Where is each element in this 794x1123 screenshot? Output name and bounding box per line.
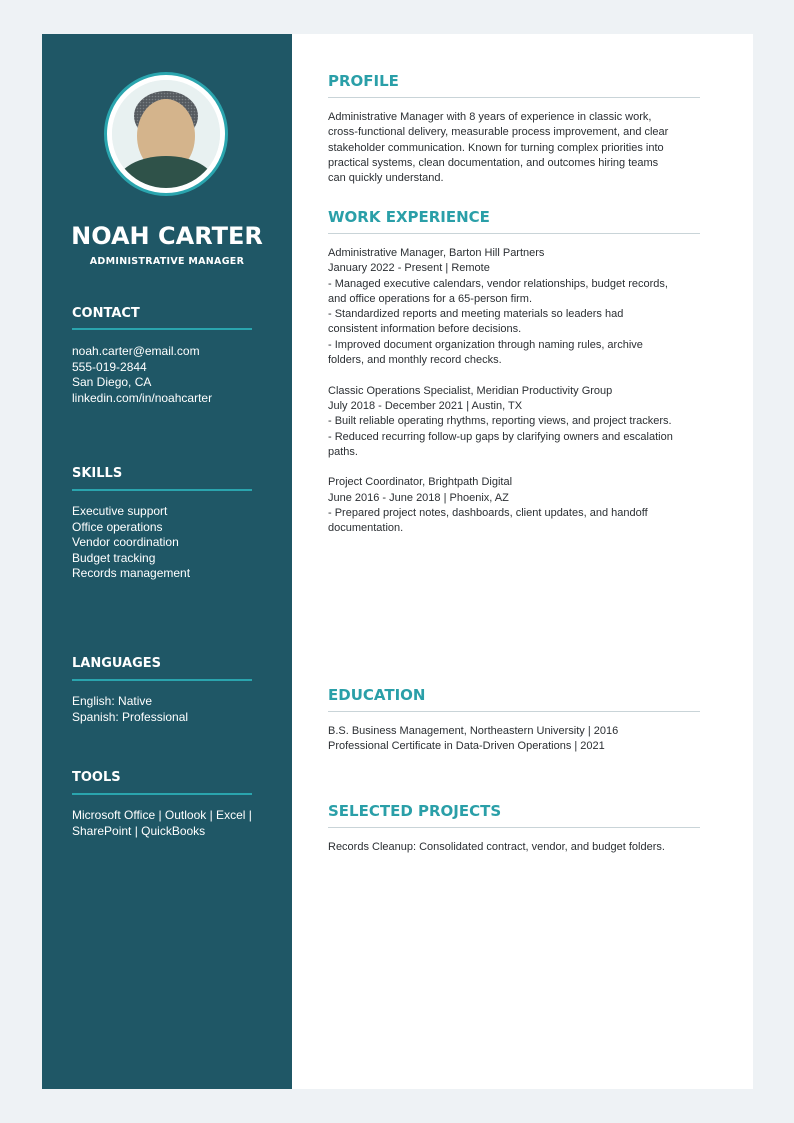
person-icon bbox=[112, 80, 220, 188]
languages-list bbox=[72, 694, 267, 725]
project-item: Records Cleanup: Consolidated contract, vendor, and budget folders. bbox=[328, 841, 665, 853]
experience-list bbox=[328, 246, 700, 552]
job-entry bbox=[328, 384, 700, 460]
experience-heading: WORK EXPERIENCE bbox=[328, 208, 490, 226]
skill-item: Executive support bbox=[72, 504, 168, 518]
profile-line: practical systems, clean documentation, and outcomes hiring teams bbox=[328, 156, 659, 169]
skill-item: Records management bbox=[72, 566, 191, 580]
projects-heading: SELECTED PROJECTS bbox=[328, 802, 502, 820]
profile-summary bbox=[328, 110, 700, 186]
job-bullet: - Prepared project notes, dashboards, client updates, and handoff bbox=[328, 507, 648, 520]
projects-list bbox=[328, 840, 700, 855]
languages-heading: LANGUAGES bbox=[72, 656, 162, 671]
resume-page bbox=[42, 34, 753, 1089]
skills-heading: SKILLS bbox=[72, 466, 123, 481]
profile-line: can quickly understand. bbox=[328, 172, 444, 185]
contact-list bbox=[72, 344, 267, 406]
projects-divider bbox=[328, 827, 700, 828]
skill-item: Vendor coordination bbox=[72, 535, 179, 549]
job-dates: January 2022 - Present | Remote bbox=[328, 262, 490, 275]
job-title: Administrative Manager, Barton Hill Partners bbox=[328, 247, 545, 259]
sidebar bbox=[42, 34, 292, 1089]
job-bullet: and office operations for a 65-person firm. bbox=[328, 292, 533, 305]
profile-line: Administrative Manager with 8 years of experience in classic work, bbox=[328, 111, 652, 123]
job-bullet: documentation. bbox=[328, 522, 404, 535]
job-title: Project Coordinator, Brightpath Digital bbox=[328, 476, 513, 489]
tools-line: SharePoint | QuickBooks bbox=[72, 823, 206, 838]
skill-item: Budget tracking bbox=[72, 550, 156, 565]
language-item: English: Native bbox=[72, 694, 153, 708]
contact-heading: CONTACT bbox=[72, 306, 140, 321]
skills-list bbox=[72, 504, 267, 582]
tools-divider bbox=[72, 793, 252, 795]
job-bullet: - Built reliable operating rhythms, reporting views, and project trackers. bbox=[328, 415, 672, 428]
job-bullet: - Managed executive calendars, vendor relationships, budget records, bbox=[328, 277, 668, 290]
job-entry bbox=[328, 475, 700, 536]
candidate-name: NOAH CARTER bbox=[71, 222, 263, 250]
job-bullet: - Reduced recurring follow-up gaps by clarifying owners and escalation bbox=[328, 430, 673, 443]
experience-divider bbox=[328, 233, 700, 234]
job-bullet: - Improved document organization through naming rules, archive bbox=[328, 338, 643, 351]
job-entry bbox=[328, 246, 700, 368]
language-item: Spanish: Professional bbox=[72, 709, 189, 724]
education-heading: EDUCATION bbox=[328, 686, 426, 704]
candidate-role: ADMINISTRATIVE MANAGER bbox=[89, 256, 245, 267]
job-bullet: folders, and monthly record checks. bbox=[328, 354, 502, 367]
tools-list bbox=[72, 808, 267, 839]
job-bullet: - Standardized reports and meeting materials so leaders had bbox=[328, 308, 624, 321]
tools-heading: TOOLS bbox=[72, 770, 121, 785]
profile-heading: PROFILE bbox=[328, 72, 399, 90]
tools-line: Microsoft Office | Outlook | Excel | bbox=[72, 808, 252, 822]
profile-line: cross-functional delivery, measurable process improvement, and clear bbox=[328, 126, 669, 139]
job-dates: June 2016 - June 2018 | Phoenix, AZ bbox=[328, 491, 509, 504]
education-list bbox=[328, 724, 700, 755]
job-dates: July 2018 - December 2021 | Austin, TX bbox=[328, 399, 523, 412]
contact-email: noah.carter@email.com bbox=[72, 344, 200, 358]
education-item: B.S. Business Management, Northeastern University | 2016 bbox=[328, 725, 619, 737]
job-bullet: paths. bbox=[328, 445, 358, 458]
profile-line: stakeholder communication. Known for turning complex priorities into bbox=[328, 141, 664, 154]
contact-phone: 555-019-2844 bbox=[72, 359, 147, 374]
contact-divider bbox=[72, 328, 252, 330]
languages-divider bbox=[72, 679, 252, 681]
skill-item: Office operations bbox=[72, 519, 163, 534]
contact-location: San Diego, CA bbox=[72, 375, 152, 389]
skills-divider bbox=[72, 489, 252, 491]
job-title: Classic Operations Specialist, Meridian Productivity Group bbox=[328, 384, 613, 397]
avatar bbox=[104, 72, 228, 196]
profile-divider bbox=[328, 97, 700, 98]
job-bullet: consistent information before decisions. bbox=[328, 323, 522, 336]
education-divider bbox=[328, 711, 700, 712]
education-item: Professional Certificate in Data-Driven Operations | 2021 bbox=[328, 740, 605, 753]
contact-linkedin: linkedin.com/in/noahcarter bbox=[72, 390, 213, 405]
